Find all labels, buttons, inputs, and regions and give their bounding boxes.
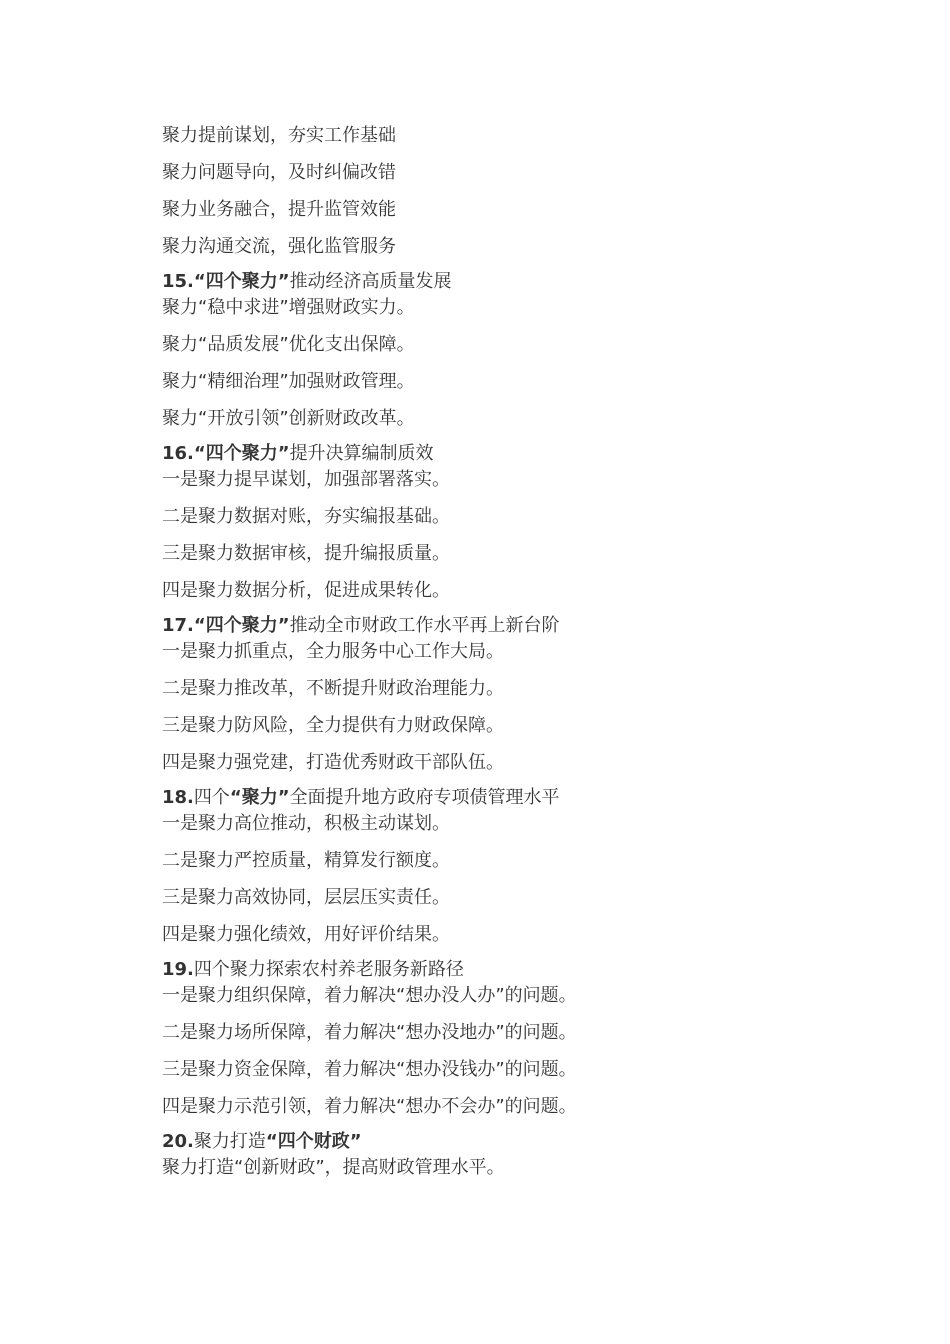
section-17: [162, 614, 902, 776]
heading-bold: “四个聚力”: [193, 271, 290, 292]
list-item: 四是聚力示范引领，着力解决“想办不会办”的问题。: [162, 1096, 577, 1117]
heading-pre: 四个: [193, 787, 230, 808]
section-number: 19.: [162, 959, 194, 980]
heading-post: 推动全市财政工作水平再上新台阶: [289, 615, 560, 636]
list-item: 二是聚力场所保障，着力解决“想办没地办”的问题。: [162, 1022, 577, 1043]
heading-bold: “四个财政”: [265, 1131, 362, 1152]
list-item: 四是聚力数据分析，促进成果转化。: [162, 580, 450, 601]
list-item: 四是聚力强党建，打造优秀财政干部队伍。: [162, 752, 504, 773]
section-heading: [162, 1130, 902, 1154]
list-item: 聚力“精细治理”加强财政管理。: [162, 371, 415, 392]
heading-bold: “聚力”: [229, 787, 290, 808]
section-heading: [162, 442, 902, 466]
section-heading: [162, 614, 902, 638]
list-item: 三是聚力防风险，全力提供有力财政保障。: [162, 715, 504, 736]
heading-pre: 四个聚力探索农村养老服务新路径: [193, 959, 464, 980]
list-item: 一是聚力抓重点，全力服务中心工作大局。: [162, 641, 504, 662]
section-19: [162, 958, 902, 1120]
list-item: 二是聚力严控质量，精算发行额度。: [162, 850, 450, 871]
section-18: [162, 786, 902, 948]
section-number: 17.: [162, 615, 194, 636]
intro-line: 聚力提前谋划，夯实工作基础: [162, 125, 396, 146]
heading-post: 全面提升地方政府专项债管理水平: [289, 787, 560, 808]
section-number: 18.: [162, 787, 194, 808]
heading-post: 提升决算编制质效: [289, 443, 434, 464]
section-15: [162, 270, 902, 432]
list-item: 二是聚力推改革，不断提升财政治理能力。: [162, 678, 504, 699]
section-number: 20.: [162, 1131, 194, 1152]
intro-line: 聚力业务融合，提升监管效能: [162, 199, 396, 220]
section-20: [162, 1130, 902, 1181]
heading-pre: 聚力打造: [193, 1131, 266, 1152]
list-item: 聚力打造“创新财政”，提高财政管理水平。: [162, 1157, 505, 1178]
list-item: 三是聚力资金保障，着力解决“想办没钱办”的问题。: [162, 1059, 577, 1080]
section-number: 16.: [162, 443, 194, 464]
list-item: 三是聚力数据审核，提升编报质量。: [162, 543, 450, 564]
intro-list: [162, 122, 902, 260]
list-item: 聚力“品质发展”优化支出保障。: [162, 334, 415, 355]
list-item: 聚力“开放引领”创新财政改革。: [162, 408, 415, 429]
heading-post: 推动经济高质量发展: [289, 271, 452, 292]
list-item: 一是聚力提早谋划，加强部署落实。: [162, 469, 450, 490]
list-item: 一是聚力高位推动，积极主动谋划。: [162, 813, 450, 834]
section-heading: [162, 270, 902, 294]
list-item: 三是聚力高效协同，层层压实责任。: [162, 887, 450, 908]
section-number: 15.: [162, 271, 194, 292]
section-16: [162, 442, 902, 604]
heading-bold: “四个聚力”: [193, 615, 290, 636]
intro-line: 聚力沟通交流，强化监管服务: [162, 236, 396, 257]
list-item: 一是聚力组织保障，着力解决“想办没人办”的问题。: [162, 985, 577, 1006]
section-heading: [162, 786, 902, 810]
intro-line: 聚力问题导向，及时纠偏改错: [162, 162, 396, 183]
document-body: [162, 122, 902, 1181]
list-item: 二是聚力数据对账，夯实编报基础。: [162, 506, 450, 527]
section-heading: [162, 958, 902, 982]
list-item: 聚力“稳中求进”增强财政实力。: [162, 297, 415, 318]
list-item: 四是聚力强化绩效，用好评价结果。: [162, 924, 450, 945]
heading-bold: “四个聚力”: [193, 443, 290, 464]
